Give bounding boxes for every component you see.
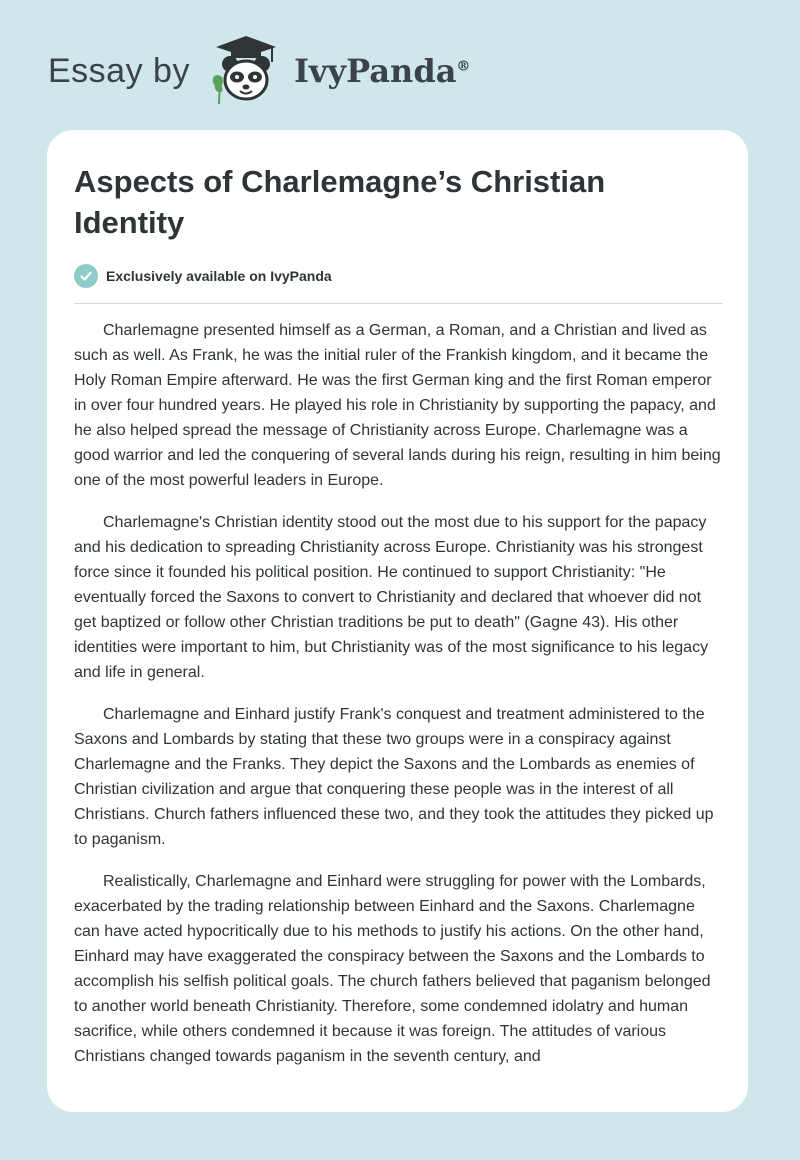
exclusive-badge-label: Exclusively available on IvyPanda <box>106 268 332 284</box>
title-divider <box>74 303 723 304</box>
essay-paragraph: Charlemagne presented himself as a German, a Roman, and a Christian and lived as such as well. As Frank, he was the initial ruler of the Frankish kingdom, and it became the Holy Roman Empire afterward. He was the first German king and the first Roman emperor in over four hundred years. He played his role in Christianity by supporting the papacy, and he also helped spread the message of Christianity across Europe. Charlemagne was a good warrior and led the conquering of several lands during his reign, resulting in him being one of the most powerful leaders in Europe. <box>74 322 721 489</box>
essay-paragraph: Realistically, Charlemagne and Einhard were struggling for power with the Lombards, exacerbated by the trading relationship between Einhard and the Saxons. Charlemagne can have acted hypocritically due to his methods to justify his actions. On the other hand, Einhard may have exaggerated the conspiracy between the Saxons and the Lombards to accomplish his selfish political goals. The church fathers believed that paganism belonged to another world beneath Christianity. Therefore, some condemned idolatry and human sacrifice, while others condemned it because it was foreign. The attitudes of various Christians changed towards paganism in the seventh century, and <box>74 873 711 1065</box>
site-header <box>48 34 470 108</box>
essay-by-label: Essay by <box>48 52 190 90</box>
ivypanda-logo-icon[interactable] <box>206 34 286 108</box>
check-icon <box>74 264 98 288</box>
brand-name-text: IvyPanda <box>293 52 457 90</box>
exclusive-badge <box>74 264 332 288</box>
registered-mark: ® <box>456 58 471 75</box>
essay-title: Aspects of Charlemagne’s Christian Identity <box>74 164 606 240</box>
essay-card <box>47 130 748 1112</box>
essay-body <box>74 318 725 1086</box>
essay-paragraph: Charlemagne and Einhard justify Frank's conquest and treatment administered to the Saxons and Lombards by stating that these two groups were in a conspiracy against Charlemagne and the Franks. They depict the Saxons and the Lombards as enemies of Christian civilization and argue that conquering these people was in the interest of all Christians. Church fathers influenced these two, and they took the attitudes they picked up to paganism. <box>74 706 714 848</box>
ivypanda-wordmark <box>293 52 471 90</box>
essay-paragraph: Charlemagne's Christian identity stood out the most due to his support for the papacy and his dedication to spreading Christianity across Europe. Christianity was his strongest force since it founded his political position. He continued to support Christianity: "He eventually forced the Saxons to convert to Christianity and declared that whoever did not get baptized or follow other Christian traditions be put to death" (Gagne 43). His other identities were important to him, but Christianity was of the most significance to his legacy and life in general. <box>74 514 709 681</box>
